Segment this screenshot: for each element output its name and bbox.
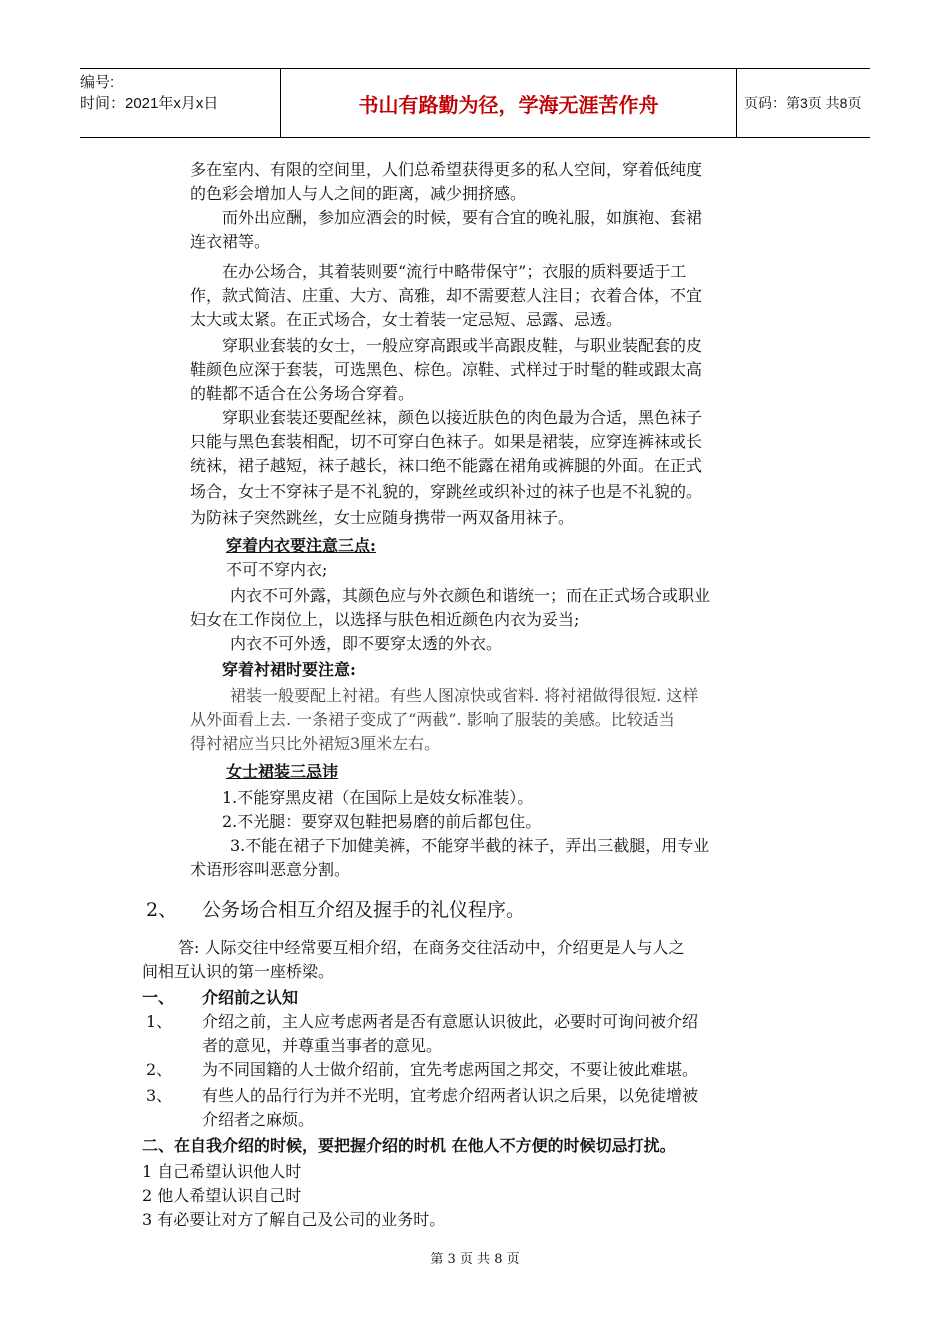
- item-number: 2、: [146, 1060, 173, 1079]
- time-label: 时间：2021年x月x日: [80, 95, 219, 112]
- heading-title: 介绍前之认知: [202, 988, 299, 1007]
- text-line: 多在室内、有限的空间里，人们总希望获得更多的私人空间，穿着低纯度: [190, 160, 703, 179]
- text-line: 为不同国籍的人士做介绍前，宜先考虑两国之邦交，不要让彼此难堪。: [202, 1060, 699, 1079]
- subheading: 穿着衬裙时要注意:: [222, 660, 356, 679]
- text-line: 妇女在工作岗位上，以选择与肤色相近颜色内衣为妥当;: [190, 610, 580, 629]
- list-item: 1 自己希望认识他人时: [142, 1162, 302, 1181]
- header-meta: [80, 69, 280, 140]
- text-line: 有些人的品行行为并不光明，宜考虑介绍两者认识之后果，以免徒增被: [202, 1086, 699, 1105]
- text-line: 作，款式简洁、庄重、大方、高雅，却不需要惹人注目；衣着合体，不宜: [190, 286, 703, 305]
- text-line: 只能与黑色套装相配，切不可穿白色袜子。如果是裙装，应穿连裤袜或长: [190, 432, 703, 451]
- list-item: 2 他人希望认识自己时: [142, 1186, 302, 1205]
- text-line: 内衣不可外露，其颜色应与外衣颜色和谐统一；而在正式场合或职业: [230, 586, 711, 605]
- text-line: 鞋颜色应深于套装，可选黑色、棕色。凉鞋、式样过于时髦的鞋或跟太高: [190, 360, 703, 379]
- text-line: 介绍之前，主人应考虑两者是否有意愿认识彼此，必要时可询问被介绍: [202, 1012, 699, 1031]
- list-item: 1.不能穿黑皮裙（在国际上是妓女标准装）。: [222, 788, 534, 807]
- text-line: 答: 人际交往中经常要互相介绍，在商务交往活动中，介绍更是人与人之: [178, 938, 685, 957]
- text-line: 裙装一般要配上衬裙。有些人图凉快或省料. 将衬裙做得很短. 这样: [230, 686, 699, 705]
- heading: 二、在自我介绍的时候，要把握介绍的时机 在他人不方便的时候切忌打扰。: [142, 1136, 676, 1155]
- section-title: 公务场合相互介绍及握手的礼仪程序。: [202, 899, 526, 921]
- list-item: 3 有必要让对方了解自己及公司的业务时。: [142, 1210, 446, 1229]
- text-line: 不可不穿内衣;: [226, 560, 328, 579]
- motto: 书山有路勤为径，学海无涯苦作舟: [280, 69, 737, 137]
- text-line: 得衬裙应当只比外裙短3厘米左右。: [190, 734, 441, 753]
- text-line: 术语形容叫恶意分割。: [190, 860, 351, 879]
- item-number: 1、: [146, 1012, 173, 1031]
- text-line: 穿职业套装还要配丝袜，颜色以接近肤色的肉色最为合适，黑色袜子: [222, 408, 703, 427]
- page-footer: 第 3 页 共 8 页: [430, 1252, 520, 1267]
- text-line: 而外出应酬，参加应酒会的时候，要有合宜的晚礼服，如旗袍、套裙: [222, 208, 703, 227]
- text-line: 连衣裙等。: [190, 232, 271, 251]
- page-header: [80, 68, 870, 138]
- text-line: 间相互认识的第一座桥梁。: [142, 962, 335, 981]
- item-number: 3、: [146, 1086, 173, 1105]
- page-info: 页码：第3页 共8页: [744, 95, 862, 111]
- text-line: 介绍者之麻烦。: [202, 1110, 315, 1129]
- text-line: 的色彩会增加人与人之间的距离，减少拥挤感。: [190, 184, 527, 203]
- text-line: 内衣不可外透，即不要穿太透的外衣。: [230, 634, 503, 653]
- text-line: 统袜，裙子越短，袜子越长，袜口绝不能露在裙角或裤腿的外面。在正式: [190, 456, 703, 475]
- text-line: 的鞋都不适合在公务场合穿着。: [190, 384, 415, 403]
- text-line: 在办公场合，其着装则要“流行中略带保守”；衣服的质料要适于工: [222, 262, 687, 281]
- text-line: 从外面看上去. 一条裙子变成了“两截”. 影响了服装的美感。比较适当: [190, 710, 675, 729]
- code-label: 编号:: [80, 74, 115, 91]
- text-line: 太大或太紧。在正式场合，女士着装一定忌短、忌露、忌透。: [190, 310, 623, 329]
- heading-number: 一、: [142, 988, 175, 1007]
- section-number: 2、: [146, 899, 178, 921]
- list-item: 3.不能在裙子下加健美裤，不能穿半截的袜子，弄出三截腿，用专业: [230, 836, 710, 855]
- text-line: 场合，女士不穿袜子是不礼貌的，穿跳丝或织补过的袜子也是不礼貌的。: [190, 482, 703, 501]
- subheading: 女士裙装三忌讳: [226, 762, 339, 781]
- text-line: 为防袜子突然跳丝，女士应随身携带一两双备用袜子。: [190, 508, 575, 527]
- text-line: 穿职业套装的女士，一般应穿高跟或半高跟皮鞋，与职业装配套的皮: [222, 336, 703, 355]
- text-line: 者的意见，并尊重当事者的意见。: [202, 1036, 443, 1055]
- list-item: 2.不光腿：要穿双包鞋把易磨的前后都包住。: [222, 812, 542, 831]
- subheading: 穿着内衣要注意三点:: [226, 536, 376, 555]
